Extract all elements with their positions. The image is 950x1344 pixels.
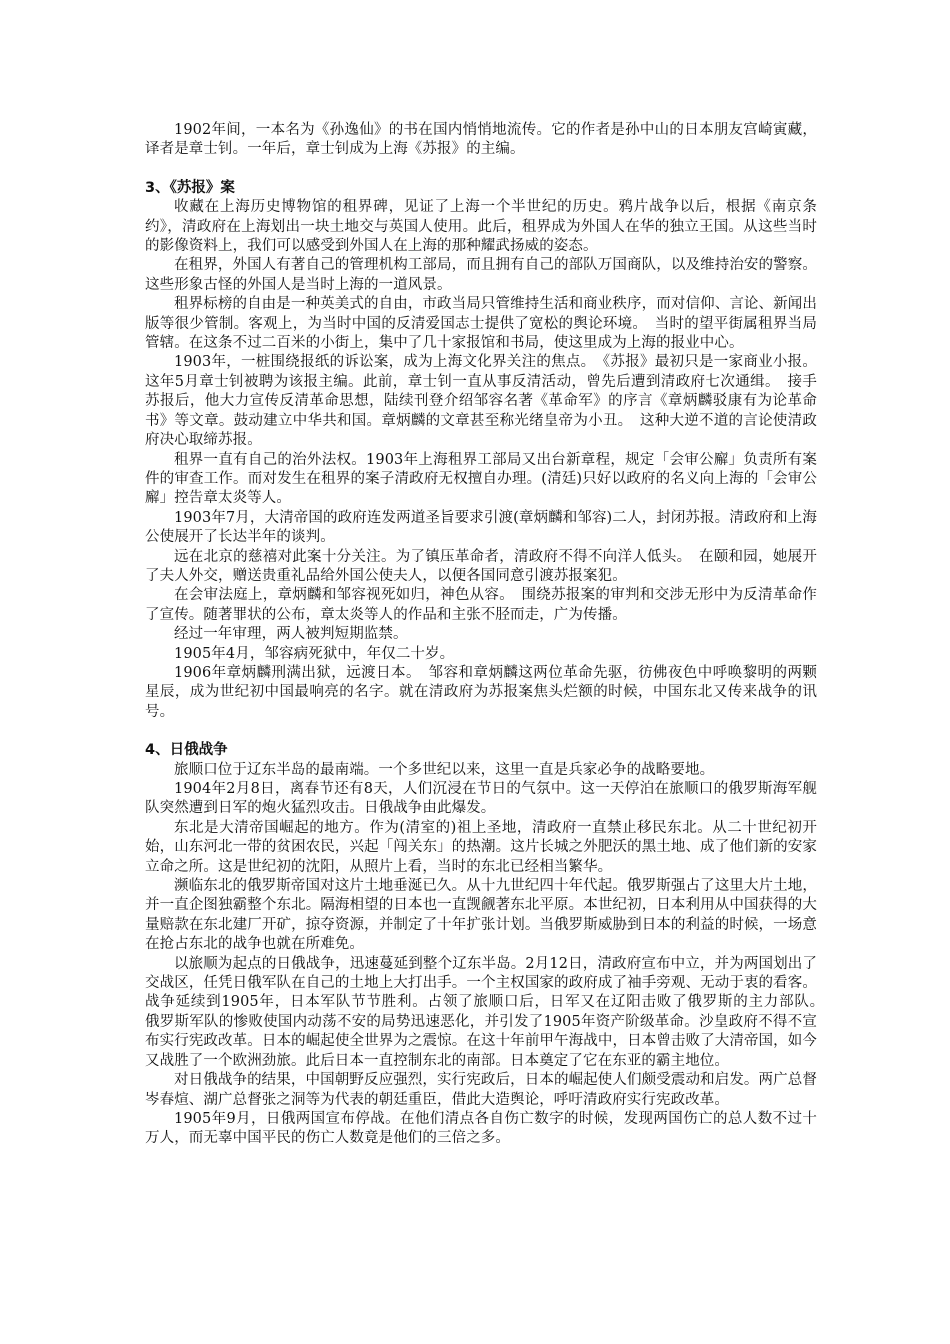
body-paragraph: 1905年9月，日俄两国宣布停战。在他们清点各自伤亡数字的时候，发现两国伤亡的总人数不过十万人，而无辜中国平民的伤亡人数竟是他们的三倍之多。 [145, 1110, 817, 1147]
body-paragraph: 收藏在上海历史博物馆的租界碑，见证了上海一个半世纪的历史。鸦片战争以后，根据《南京条约》，清政府在上海划出一块土地交与英国人使用。此后，租界成为外国人在华的独立王国。从这些当时的影像资料上，我们可以感受到外国人在上海的那种耀武扬威的姿态。 [145, 199, 817, 255]
body-paragraph: 1905年4月，邹容病死狱中，年仅二十岁。 [174, 645, 455, 662]
body-paragraph: 对日俄战争的结果，中国朝野反应强烈，实行宪政后，日本的崛起使人们颇受震动和启发。两广总督岑春煊、湖广总督张之洞等为代表的朝廷重臣，借此大造舆论，呼吁清政府实行宪政改革。 [145, 1072, 817, 1108]
intro-paragraph: 1902年间，一本名为《孙逸仙》的书在国内悄悄地流传。它的作者是孙中山的日本朋友宫崎寅藏，译者是章士钊。一年后，章士钊成为上海《苏报》的主编。 [145, 122, 817, 158]
body-paragraph: 在租界，外国人有著自己的管理机构工部局，而且拥有自己的部队万国商队，以及维持治安的警察。这些形象古怪的外国人是当时上海的一道风景。 [145, 257, 817, 293]
body-paragraph: 旅顺口位于辽东半岛的最南端。一个多世纪以来，这里一直是兵家必争的战略要地。 [174, 761, 715, 778]
body-paragraph: 以旅顺为起点的日俄战争，迅速蔓延到整个辽东半岛。2月12日，清政府宣布中立，并为两国划出了交战区，任凭日俄军队在自己的土地上大打出手。一个主权国家的政府成了袖手旁观、无动于衷的看客。战争延续到1905年，日本军队节节胜利。占领了旅顺口后，日军又在辽阳击败了俄罗斯的主力部队。 俄罗斯军队的惨败使国内动荡不安的局势迅速恶化，并引发了1905年资产阶级革命。沙皇政府不得不宣布实行宪政改革。日本的崛起使全世界为之震惊。在这十年前甲午海战中，日本曾击败了大清帝国，如今又战胜了一个欧洲劲旅。此后日本一直控制东北的南部。日本奠定了它在东亚的霸主地位。 [145, 955, 847, 1069]
body-paragraph: 经过一年审理，两人被判短期监禁。 [174, 626, 408, 643]
body-paragraph: 1906年章炳麟刑满出狱，远渡日本。 邹容和章炳麟这两位革命先驱，彷佛夜色中呼唤黎明的两颗星辰，成为世纪初中国最响亮的名字。就在清政府为苏报案焦头烂额的时候，中国东北又传来战争的讯号。 [145, 664, 817, 720]
document-page [145, 121, 847, 1149]
body-paragraph: 租界一直有自己的治外法权。1903年上海租界工部局又出台新章程，规定「会审公廨」负责所有案件的审查工作。而对发生在租界的案子清政府无权擅自办理。(清廷)只好以政府的名义向上海的「会审公廨」控告章太炎等人。 [145, 451, 817, 507]
section-heading-subao-case: 3、《苏报》案 [145, 179, 235, 196]
body-paragraph: 东北是大清帝国崛起的地方。作为(清室的)祖上圣地，清政府一直禁止移民东北。从二十世纪初开始，山东河北一带的贫困农民，兴起「闯关东」的热潮。这片长城之外肥沃的黑土地、成了他们新的安家立命之所。这是世纪初的沈阳，从照片上看，当时的东北已经相当繁华。 [145, 819, 817, 875]
body-paragraph: 1904年2月8日，离春节还有8天，人们沉浸在节日的气氛中。这一天停泊在旅顺口的俄罗斯海军舰队突然遭到日军的炮火猛烈攻击。日俄战争由此爆发。 [145, 781, 817, 817]
body-paragraph: 在会审法庭上，章炳麟和邹容视死如归，神色从容。 围绕苏报案的审判和交涉无形中为反清革命作了宣传。随著罪状的公布，章太炎等人的作品和主张不胫而走，广为传播。 [145, 587, 817, 623]
body-paragraph: 濒临东北的俄罗斯帝国对这片土地垂涎已久。从十九世纪四十年代起。俄罗斯强占了这里大片土地，并一直企图独霸整个东北。隔海相望的日本也一直觊觎著东北平原。本世纪初，日本利用从中国获得的大量赔款在东北建厂开矿，掠夺资源，并制定了十年扩张计划。当俄罗斯威胁到日本的利益的时候，一场意在抢占东北的战争也就在所难免。 [145, 878, 817, 953]
body-paragraph: 租界标榜的自由是一种英美式的自由，市政当局只管维持生活和商业秩序，而对信仰、言论、新闻出版等很少管制。客观上，为当时中国的反清爱国志士提供了宽松的舆论环境。 当时的望平街属租界当局管辖。在这条不过二百米的小街上，集中了几十家报馆和书局，使这里成为上海的报业中心。 [145, 296, 817, 352]
body-paragraph: 远在北京的慈禧对此案十分关注。为了镇压革命者，清政府不得不向洋人低头。 在颐和园，她展开了夫人外交，赠送贵重礼品给外国公使夫人，以便各国同意引渡苏报案犯。 [145, 548, 817, 584]
body-paragraph: 1903年，一桩围绕报纸的诉讼案，成为上海文化界关注的焦点。 《苏报》最初只是一家商业小报。这年5月章士钊被聘为该报主编。此前，章士钊一直从事反清活动，曾先后遭到清政府七次通缉。 接手苏报后，他大力宣传反清革命思想，陆续刊登介绍邹容名著《革命军》的序言《章炳麟驳康有为论革命书》等文章。鼓动建立中华共和国。章炳麟的文章甚至称光绪皇帝为小丑。 这种大逆不道的言论使清政府决心取缔苏报。 [145, 354, 817, 449]
body-paragraph: 1903年7月，大清帝国的政府连发两道圣旨要求引渡(章炳麟和邹容)二人，封闭苏报。清政府和上海公使展开了长达半年的谈判。 [145, 509, 817, 546]
section-heading-russo-japanese-war: 4、日俄战争 [145, 742, 228, 759]
